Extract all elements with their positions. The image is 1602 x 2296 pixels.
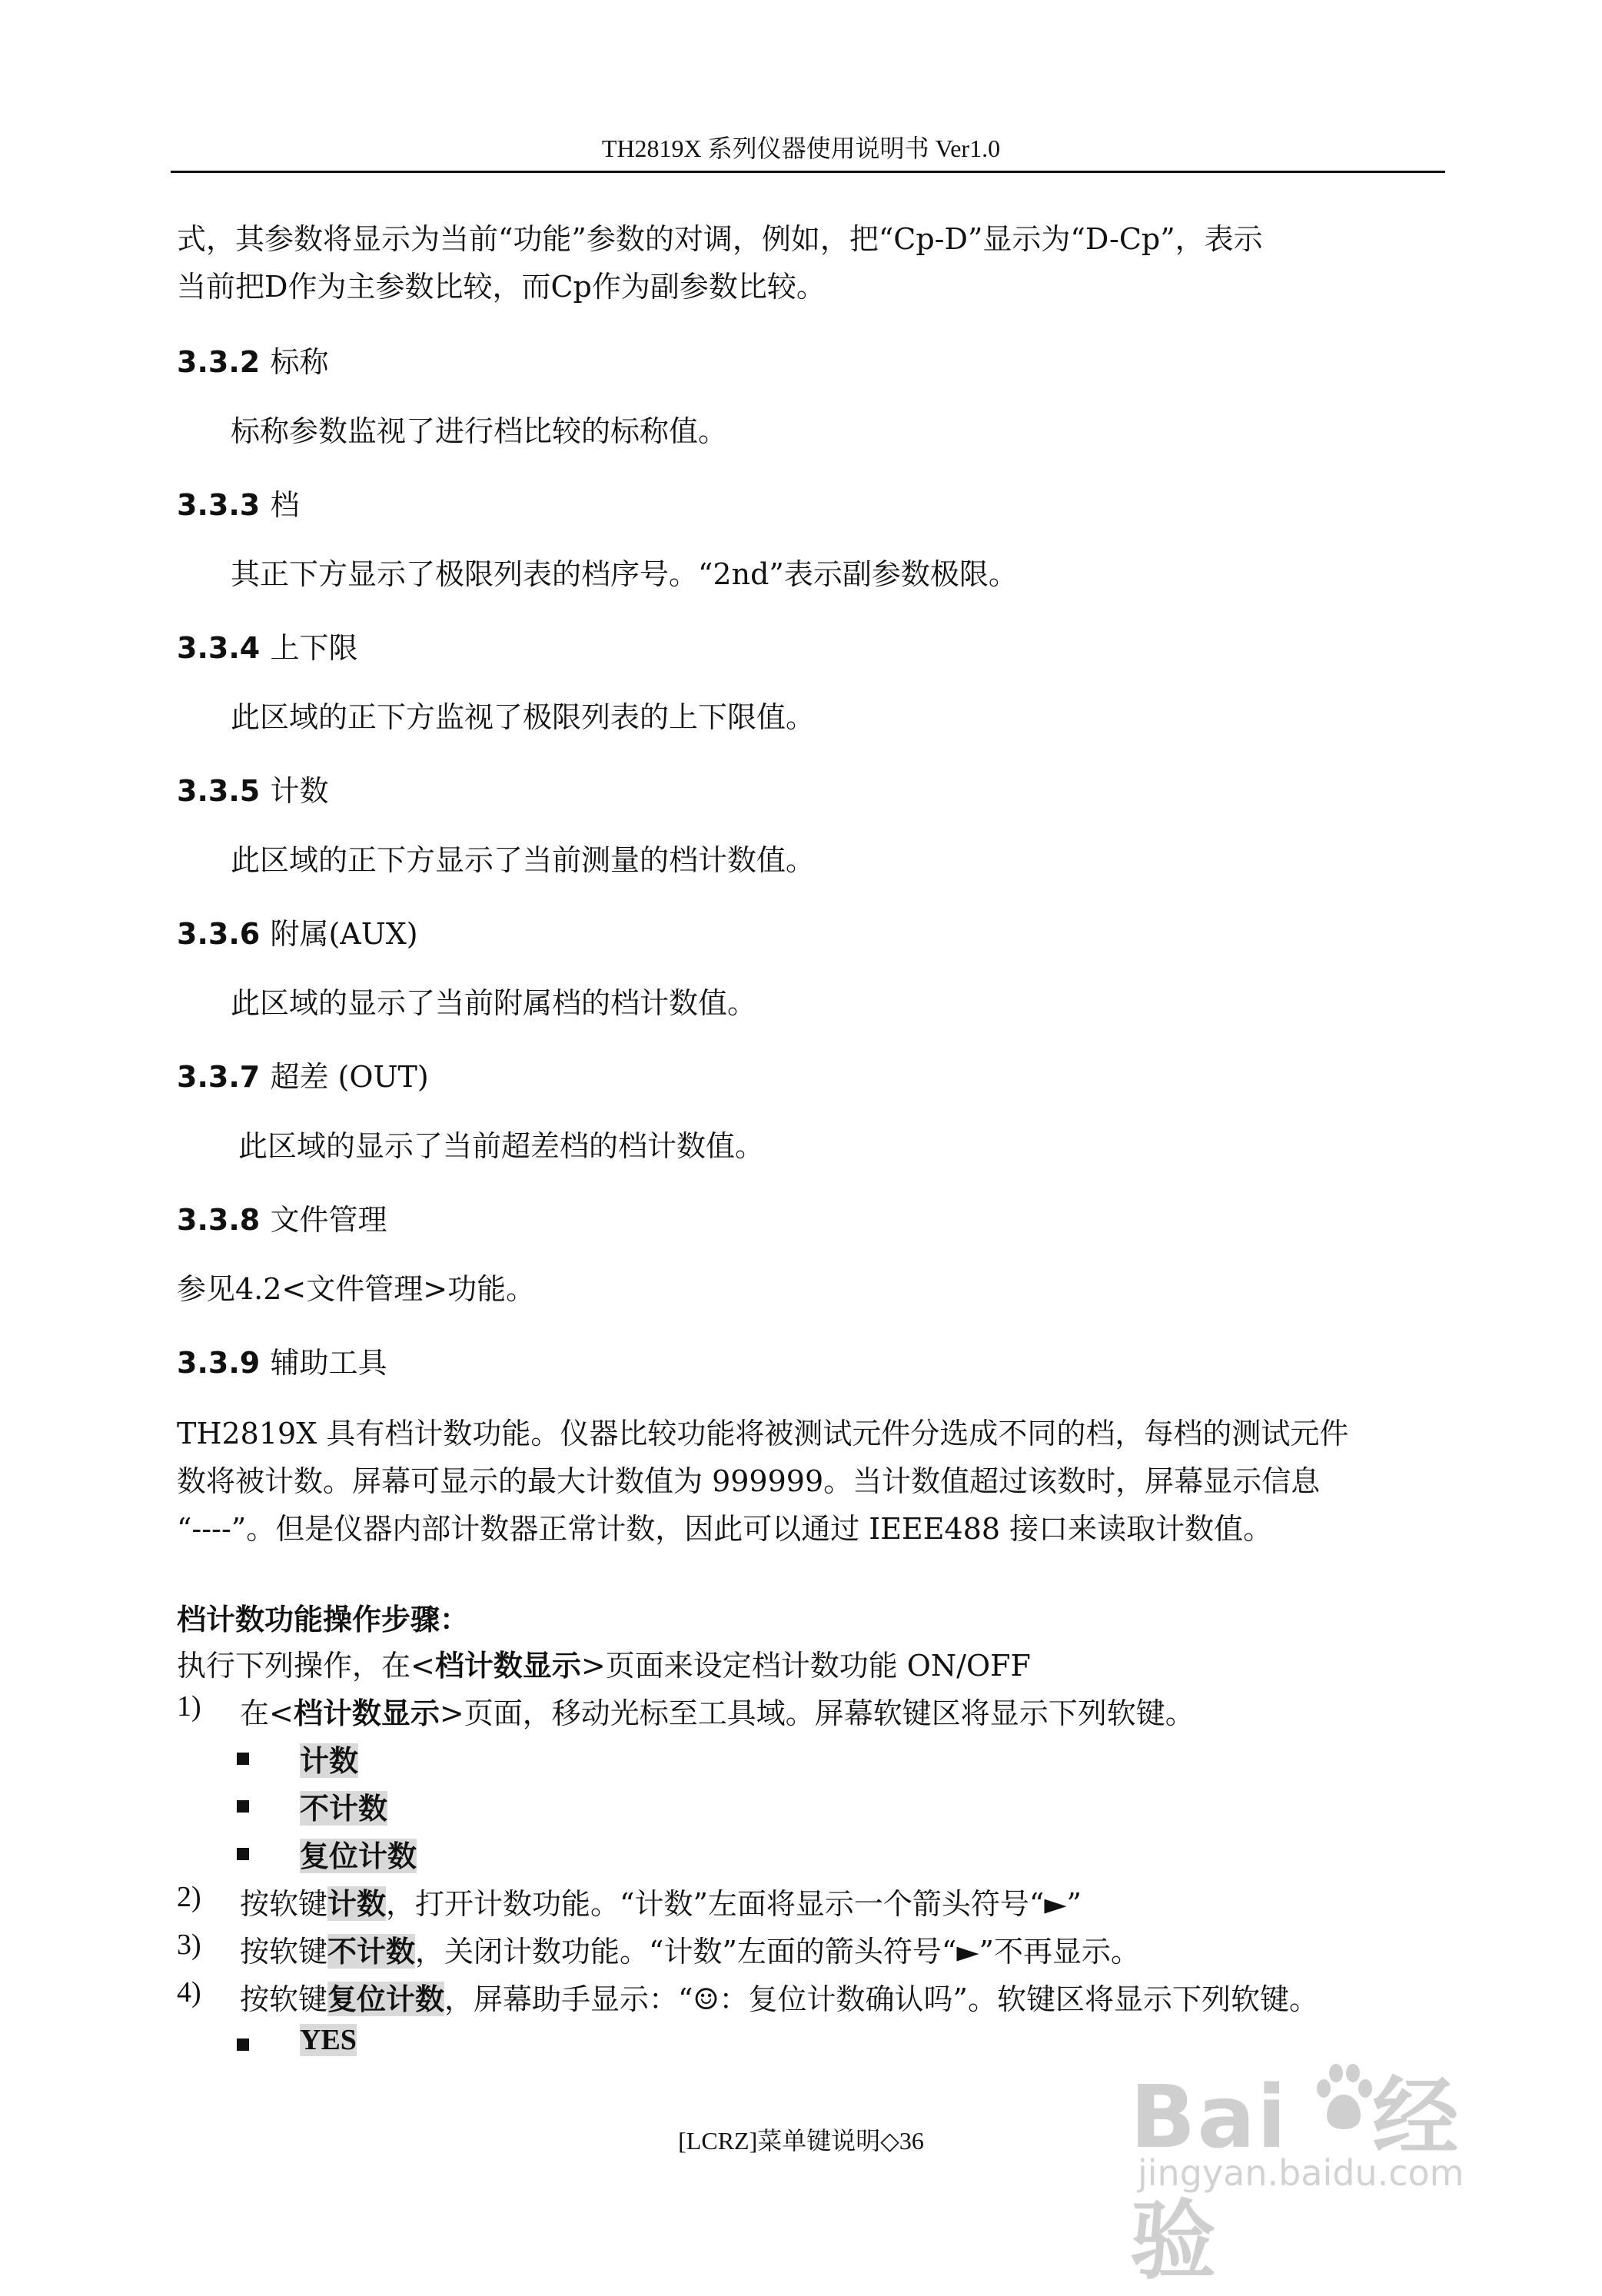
section-heading-3-3-6 <box>177 910 418 952</box>
step-2-text <box>240 1880 1082 1922</box>
section-number: 3.3.5 <box>177 774 261 808</box>
tools-paragraph-line-2: 数将被计数。屏幕可显示的最大计数值为 999999。当计数值超过该数时，屏幕显示信息 <box>177 1464 1321 1498</box>
steps-intro-after: >页面来设定档计数功能 ON/OFF <box>580 1649 1031 1683</box>
watermark-brand-latin: Bai <box>1130 2068 1288 2168</box>
header-rule <box>171 171 1445 173</box>
paw-icon <box>1313 2062 1374 2133</box>
watermark-brand-cn: 经验 <box>1130 2068 1461 2291</box>
step-key: 档计数显示 <box>293 1696 440 1730</box>
step-text-after: >页面，移动光标至工具域。屏幕软键区将显示下列软键。 <box>439 1696 1195 1730</box>
section-heading-3-3-8 <box>177 1196 387 1238</box>
softkey-label: 不计数 <box>300 1791 388 1826</box>
step-number: 3) <box>177 1929 201 1961</box>
section-title: 附属(AUX) <box>270 917 418 951</box>
step-text-after: ，关闭计数功能。“计数”左面的箭头符号“►”不再显示。 <box>415 1935 1140 1969</box>
step-text-before: 按软键 <box>240 1887 328 1921</box>
section-body-3-3-3: 其正下方显示了极限列表的档序号。“2nd”表示副参数极限。 <box>231 557 1018 591</box>
section-body-3-3-5: 此区域的正下方显示了当前测量的档计数值。 <box>231 843 816 877</box>
header-title: TH2819X 系列仪器使用说明书 Ver1.0 <box>601 135 1001 162</box>
softkey-item <box>300 1785 387 1827</box>
section-heading-3-3-2 <box>177 338 328 380</box>
section-heading-3-3-5 <box>177 767 328 809</box>
step-3-text <box>240 1928 1140 1970</box>
section-body-3-3-6: 此区域的显示了当前附属档的档计数值。 <box>231 986 757 1020</box>
softkey-item <box>300 1737 358 1779</box>
bullet-icon <box>237 1753 249 1765</box>
tools-paragraph-line-3: “----”。但是仪器内部计数器正常计数，因此可以通过 IEEE488 接口来读取计数值。 <box>177 1512 1273 1546</box>
section-heading-3-3-3 <box>177 481 299 523</box>
section-heading-3-3-4 <box>177 624 357 666</box>
step-number: 2) <box>177 1881 201 1913</box>
bullet-icon <box>237 1848 249 1860</box>
section-body-3-3-4: 此区域的正下方监视了极限列表的上下限值。 <box>231 700 816 734</box>
step-number: 1) <box>177 1690 201 1723</box>
step-text-after: ，打开计数功能。“计数”左面将显示一个箭头符号“►” <box>386 1887 1082 1921</box>
section-title: 标称 <box>270 345 329 379</box>
softkey-label: 复位计数 <box>300 1839 417 1873</box>
section-heading-3-3-7 <box>177 1053 429 1095</box>
softkey-label: 计数 <box>300 1743 359 1778</box>
section-number: 3.3.3 <box>177 488 261 522</box>
baidu-watermark <box>1130 2048 1530 2291</box>
section-title: 计数 <box>270 774 329 808</box>
section-number: 3.3.7 <box>177 1060 261 1094</box>
softkey-item <box>300 1832 417 1875</box>
section-body-3-3-7: 此区域的显示了当前超差档的档计数值。 <box>238 1129 765 1163</box>
softkey-label: YES <box>300 2024 357 2056</box>
softkey-item <box>300 2023 357 2057</box>
watermark-url: jingyan.baidu.com <box>1138 2152 1464 2194</box>
page-footer: [LCRZ]菜单键说明◇36 <box>678 2127 924 2155</box>
section-number: 3.3.8 <box>177 1203 261 1237</box>
section-title: 档 <box>270 488 300 522</box>
bullet-icon <box>237 2038 249 2051</box>
tools-paragraph-line-1: TH2819X 具有档计数功能。仪器比较功能将被测试元件分选成不同的档，每档的测试元件 <box>177 1417 1349 1450</box>
step-text-before: 按软键 <box>240 1935 328 1969</box>
section-heading-3-3-9 <box>177 1339 387 1381</box>
section-number: 3.3.6 <box>177 917 261 951</box>
steps-intro-page: 档计数显示 <box>434 1648 581 1683</box>
step-text-before: 在< <box>240 1696 294 1730</box>
steps-intro <box>177 1642 1031 1684</box>
step-text-before: 按软键 <box>240 1982 328 2016</box>
step-key: 复位计数 <box>327 1982 445 2016</box>
section-title: 上下限 <box>270 631 358 665</box>
section-body-3-3-8: 参见4.2<文件管理>功能。 <box>177 1272 536 1306</box>
steps-heading: 档计数功能操作步骤： <box>177 1603 470 1636</box>
step-4-text <box>240 1975 1318 2018</box>
step-text-after: ，屏幕助手显示：“☺：复位计数确认吗”。软键区将显示下列软键。 <box>444 1982 1318 2016</box>
step-key: 不计数 <box>327 1934 416 1969</box>
bullet-icon <box>237 1800 249 1813</box>
section-title: 辅助工具 <box>270 1346 387 1380</box>
intro-line-2: 当前把D作为主参数比较，而Cp作为副参数比较。 <box>177 270 826 304</box>
section-body-3-3-2: 标称参数监视了进行档比较的标称值。 <box>231 414 728 448</box>
section-title: 文件管理 <box>270 1203 387 1237</box>
step-number: 4) <box>177 1976 201 2009</box>
section-number: 3.3.9 <box>177 1346 261 1380</box>
step-1-text <box>240 1690 1195 1732</box>
section-number: 3.3.2 <box>177 345 261 379</box>
intro-line-1: 式，其参数将显示为当前“功能”参数的对调，例如，把“Cp-D”显示为“D-Cp”，表示 <box>177 222 1263 256</box>
section-number: 3.3.4 <box>177 631 261 665</box>
steps-intro-before: 执行下列操作，在< <box>177 1649 435 1683</box>
section-title: 超差 (OUT) <box>270 1060 429 1094</box>
step-key: 计数 <box>327 1886 387 1921</box>
